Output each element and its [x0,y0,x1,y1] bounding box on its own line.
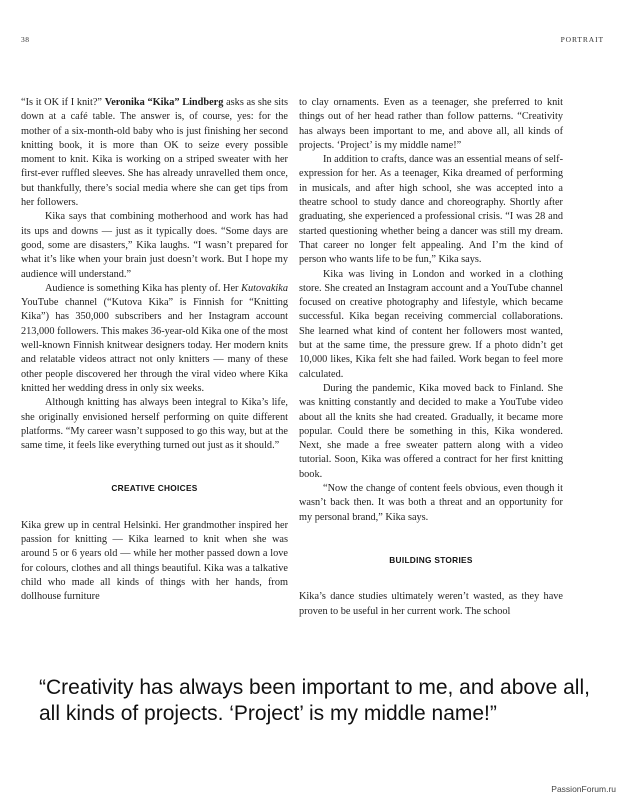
paragraph: Kika was living in London and worked in a clothing store. She created an Instagram account and a YouTube channel focused on creative photography and lifestyle, which became successful. Kika began receiving commercial collaborations. She learned what kind of content her followers most wanted, but at the same time, the pressure grew. If a photo didn’t get 10,000 likes, Kika felt she had failed. Work began to feel more calculated. [299,268,563,380]
section-label: PORTRAIT [560,35,604,44]
paragraph: Kika’s dance studies ultimately weren’t wasted, as they have proven to be useful in her current work. The school [299,591,563,617]
paragraph: Kika says that combining motherhood and work has had its ups and downs — just as it typically does. “Some days are good, some are disasters,” Kika laughs. “I wasn’t prepared for what it’s like when your brain just doesn’t work. But I hope my audience will understand.” [21,211,288,280]
paragraph-text: Audience is something Kika has plenty of. Her [45,282,242,294]
subject-name: Veronika “Kika” Lindberg [104,97,224,108]
paragraph: to clay ornaments. Even as a teenager, she preferred to knit things out of her head rather than follow patterns. “Creativity has always been important to me, and above all, all kinds of projects. ‘Project’ is my middle name!” [299,97,563,151]
right-column [299,96,563,619]
watermark: PassionForum.ru [551,784,616,794]
paragraph [21,282,288,396]
paragraph-text: YouTube channel (“Kutova Kika” is Finnish for “Knitting Kika”) has 350,000 subscribers and her Instagram account 213,000 followers. This makes 36-year-old Kika one of the most well-known Finnish knitwear designers today. Her modern knits and relatable videos attract not only knitters — many of these other people discovered her through the viral video where Kika knitted her wedding dress in only six weeks. [21,297,288,394]
page-number: 38 [21,35,30,44]
left-column [21,96,288,605]
paragraph: During the pandemic, Kika moved back to Finland. She was knitting constantly and decided to make a YouTube video about all the knits she had created. Gradually, it became more popular. Could there be something in this, Kika wondered. Next, she made a free sweater pattern along with a video tutorial. Soon, Kika was offered a contract for her first knitting book. [299,382,563,480]
channel-name: Kutovakika [241,282,288,294]
paragraph: In addition to crafts, dance was an essential means of self-expression for her. As a teenager, Kika dreamed of performing in musicals, and after high school, she was accepted into a theatre school to study dance and choreography. Shortly after graduating, she experienced a professional crisis. “I was 28 and started questioning whether being a dancer was still my dream. That career no longer felt appealing. And I’m the kind of person who wants life to be fun,” Kika says. [299,154,563,266]
paragraph: Although knitting has always been integral to Kika’s life, she originally envisioned herself performing on quite different platforms. “My career wasn’t supposed to go this way, but at the same time, it feels like everything turned out just as it should.” [21,397,288,452]
pull-quote: “Creativity has always been important to me, and above all, all kinds of projects. ‘Project’ is my middle name!” [39,676,590,725]
subheading-building-stories: BUILDING STORIES [389,554,473,565]
intro-text: asks as she sits down at a café table. The answer is, of course, yes: for the mother of a six-month-old baby who is just finishing her second knitting book, it is more than OK to seize every possible moment to knit. Kika is working on a striped sweater with her first-ever ruffled sleeves. She has already unravelled them once, but thankfully, there’s social media where she can get tips from her followers. [21,97,288,209]
intro-paragraph [21,96,288,210]
paragraph: Kika grew up in central Helsinki. Her grandmother inspired her passion for knitting — Kika learned to knit when she was around 5 or 6 years old — while her mother passed down a love for colours, clothes and all things beautiful. Kika was a talkative child who made all kinds of things with her hands, from dollhouse furniture [21,519,288,603]
subheading-creative-choices: CREATIVE CHOICES [111,483,198,494]
paragraph: “Now the change of content feels obvious, even though it wasn’t back then. It was both a threat and an opportunity for my personal brand,” Kika says. [299,483,563,523]
intro-quote: “Is it OK if I knit?” [21,97,105,108]
